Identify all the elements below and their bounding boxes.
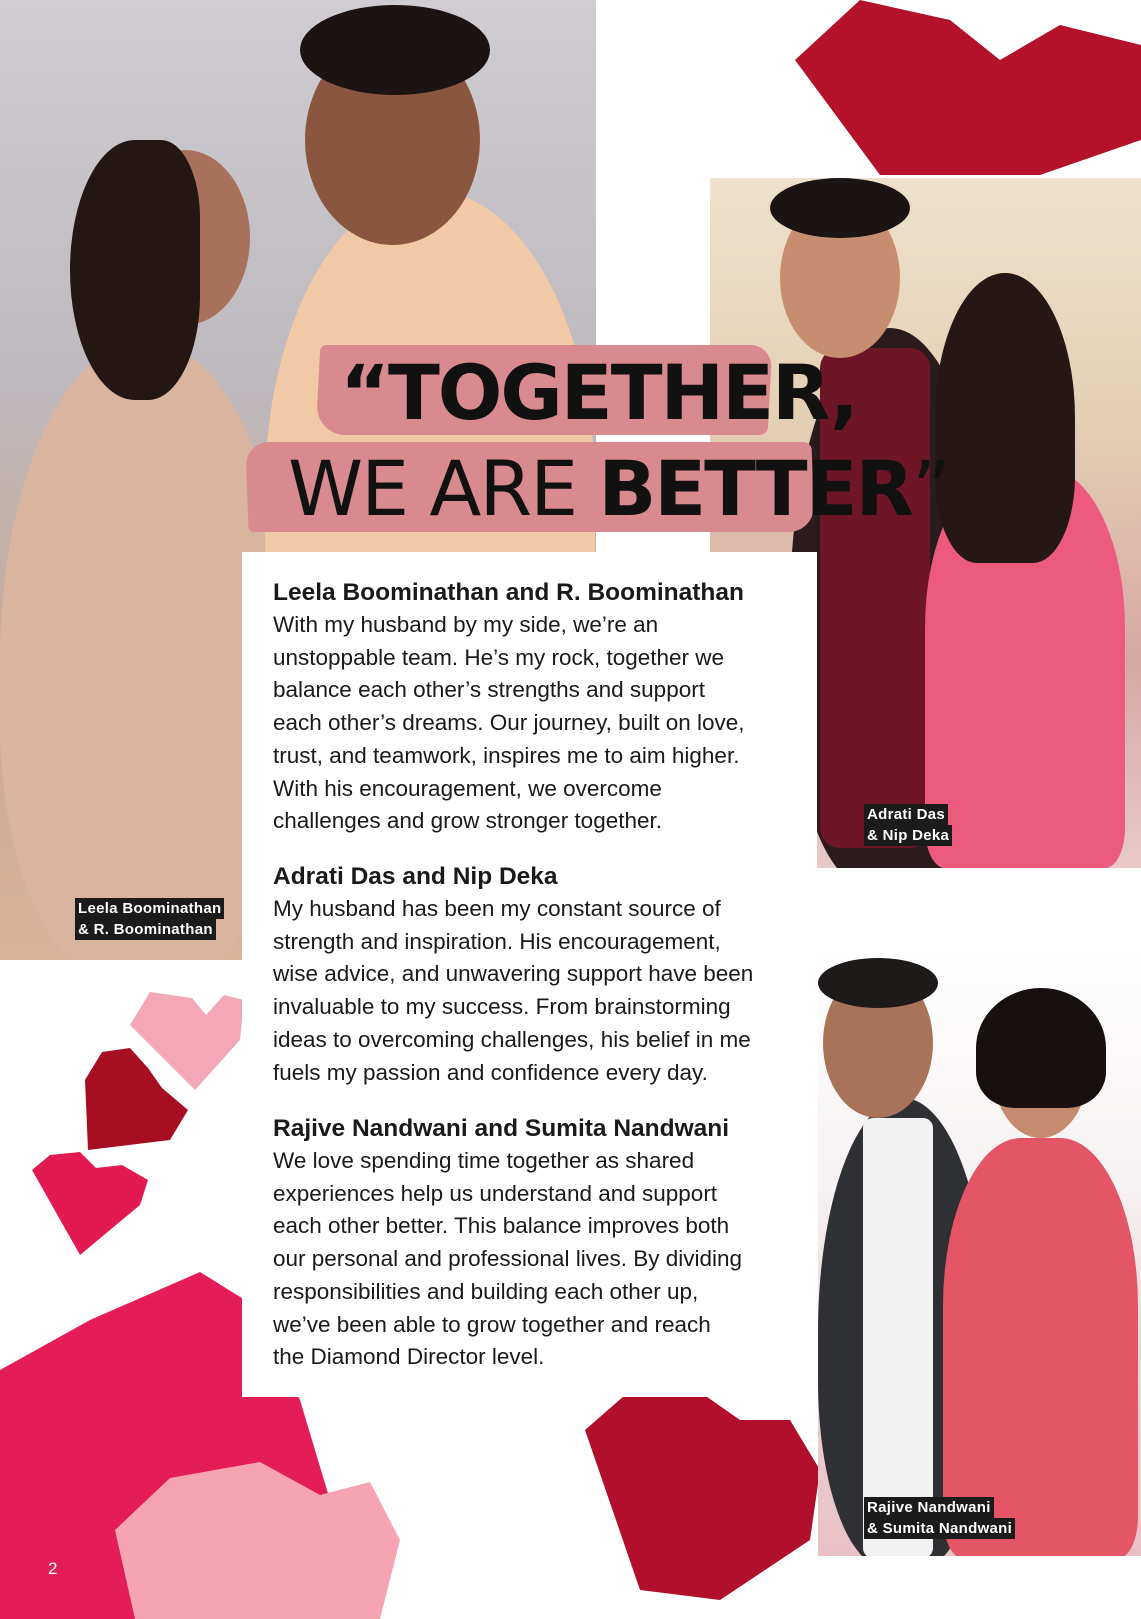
article-nandwani bbox=[273, 1113, 813, 1374]
person-blouse bbox=[943, 1138, 1138, 1556]
person-hair bbox=[300, 5, 490, 95]
photo-caption-boominathan: Leela Boominathan & R. Boominathan bbox=[75, 898, 224, 940]
heart-small-pink bbox=[32, 1152, 148, 1255]
person-hair bbox=[976, 988, 1106, 1108]
page-number: 2 bbox=[48, 1559, 58, 1578]
heart-top-right bbox=[795, 0, 1141, 175]
headline-line-1: “TOGETHER, bbox=[340, 348, 857, 437]
heart-bottom-center bbox=[585, 1382, 820, 1600]
person-hair bbox=[935, 273, 1075, 563]
article-das-deka bbox=[273, 861, 813, 1089]
article-body: My husband has been my constant source of strength and inspiration. His encouragement, wise advice, and unwavering support have been invaluable to my success. From brainstorming ideas to overcoming challenges, his belief in me fuels my passion and confidence every day. bbox=[273, 896, 754, 1085]
headline-line-2: WE ARE BETTER” bbox=[288, 444, 950, 533]
article-body: With my husband by my side, we’re an unstoppable team. He’s my rock, together we balance each other’s strengths and support each other’s dreams. Our journey, built on love, trust, and teamwork, inspires me to aim higher. With his encouragement, we overcome challenges and grow stronger together. bbox=[273, 612, 745, 834]
person-hair bbox=[70, 140, 200, 400]
article-heading: Adrati Das and Nip Deka bbox=[273, 863, 558, 890]
photo-rajive-nandwani bbox=[818, 948, 1141, 1556]
person-hair bbox=[818, 958, 938, 1008]
person-shirt bbox=[863, 1118, 933, 1556]
photo-caption-nandwani: Rajive Nandwani & Sumita Nandwani bbox=[864, 1497, 1015, 1539]
article-heading: Rajive Nandwani and Sumita Nandwani bbox=[273, 1115, 730, 1142]
article-boominathan bbox=[273, 577, 813, 838]
photo-caption-das-deka: Adrati Das & Nip Deka bbox=[864, 804, 952, 846]
article-body: We love spending time together as shared experiences help us understand and support each other better. This balance improves both our personal and professional lives. By dividing responsibilities and building each other up, we’ve been able to grow together and reach the Diamond Director level. bbox=[273, 1148, 743, 1370]
article-heading: Leela Boominathan and R. Boominathan bbox=[273, 579, 744, 606]
person-hair bbox=[770, 178, 910, 238]
